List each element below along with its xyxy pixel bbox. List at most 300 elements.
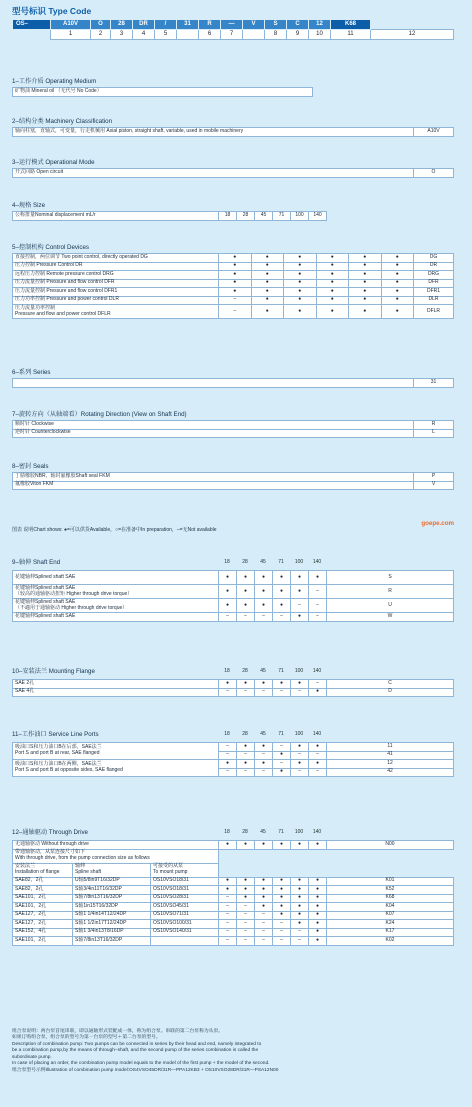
availability-mark: ● [219, 288, 252, 297]
availability-mark: – [237, 928, 255, 937]
shaft-cell: S轴1 1/4in14T12/24DP [73, 911, 151, 920]
section-shaft-end [12, 559, 454, 622]
section-rotating-direction [12, 411, 454, 438]
option-label: 压力功率控制 Pressure and power control DLR [13, 296, 219, 305]
size-header: 100 [294, 829, 304, 836]
availability-mark: ● [316, 296, 349, 305]
code-cell: S [265, 20, 287, 30]
availability-mark: ● [219, 599, 237, 613]
availability-mark: ● [255, 585, 273, 599]
table-row [13, 254, 454, 263]
availability-mark: ● [273, 599, 291, 613]
availability-mark: ● [219, 254, 252, 263]
table-row [13, 421, 454, 430]
option-code: C [327, 680, 454, 689]
availability-mark: ● [309, 903, 327, 912]
availability-mark: ● [273, 585, 291, 599]
table-row [13, 613, 454, 622]
table-row [13, 911, 454, 920]
pump-cell: OS10VSO18/31 [151, 886, 219, 895]
column-header-pump [151, 863, 219, 877]
availability-mark: ● [251, 254, 284, 263]
control-devices-table [12, 253, 454, 319]
code-cell: A10V [51, 20, 91, 30]
option-label [13, 571, 219, 585]
section-heading: 2–结构分类 Machinery Classification [12, 118, 113, 125]
availability-mark: – [255, 911, 273, 920]
label-line-cn: 花键轴伸Splined shaft SAE [15, 573, 76, 580]
availability-mark: – [273, 760, 291, 769]
availability-mark: – [219, 911, 237, 920]
availability-mark: – [255, 928, 273, 937]
availability-mark: ● [291, 613, 309, 622]
code-cell: 12 [309, 20, 331, 30]
size-header: 71 [278, 668, 284, 675]
table-row [13, 288, 454, 297]
availability-mark: ● [309, 688, 327, 697]
option-label: 无通轴驱动 Without through drive [13, 841, 219, 850]
flange-cell: SAE82，2孔 [13, 877, 73, 886]
availability-mark: ● [219, 680, 237, 689]
section-heading: 10–安装法兰 Mounting Flange [12, 668, 95, 676]
availability-mark: – [219, 751, 237, 760]
availability-mark: ● [237, 760, 255, 769]
availability-mark: ● [255, 599, 273, 613]
pump-cell: OS10VSO100/31 [151, 920, 219, 929]
code-cell: / [155, 20, 177, 30]
availability-mark: ● [309, 743, 327, 752]
availability-mark: – [255, 688, 273, 697]
shaft-cell: S轴7/8in13T16/32DP [73, 937, 151, 946]
note-line: In case of placing an order, the combination pump model equals to the model of the first pump + the model of the second. [12, 1061, 270, 1067]
pump-cell [151, 937, 219, 946]
shaft-cell: S轴7/8in13T16/32DP [73, 894, 151, 903]
size-header: 28 [242, 668, 248, 675]
table-row [13, 473, 454, 482]
availability-mark: – [219, 305, 252, 319]
size-header: 28 [242, 829, 248, 836]
shaft-cell: S轴1in15T16/32DP [73, 903, 151, 912]
availability-mark: ● [237, 599, 255, 613]
col-cn: 轴伸 [75, 863, 86, 870]
availability-mark: – [309, 599, 327, 613]
availability-mark: ● [309, 937, 327, 946]
option-code: 12 [327, 760, 454, 769]
availability-mark: ● [316, 271, 349, 280]
position-cell: 7 [221, 30, 243, 40]
availability-mark: – [255, 920, 273, 929]
type-code-table [12, 19, 454, 40]
availability-mark: ● [273, 894, 291, 903]
code-cell: V [243, 20, 265, 30]
code-cell: C [287, 20, 309, 30]
option-code: DR [414, 262, 454, 271]
availability-mark: ● [291, 903, 309, 912]
col-en: Spline shaft [75, 869, 102, 875]
flange-cell: SAE127，2孔 [13, 920, 73, 929]
availability-mark: ● [255, 841, 273, 850]
availability-mark: ● [219, 571, 237, 585]
section-operating-medium [12, 78, 454, 97]
availability-mark: – [291, 768, 309, 777]
table-row [13, 688, 454, 697]
option-code: A10V [414, 128, 454, 137]
table-header-row [13, 863, 454, 877]
availability-mark: ● [219, 841, 237, 850]
option-label: 花键轴伸Splined shaft SAE [13, 613, 219, 622]
option-code: 42 [327, 768, 454, 777]
option-code: DFR [414, 279, 454, 288]
table-row [13, 296, 454, 305]
availability-mark: ● [309, 760, 327, 769]
table-row [13, 279, 454, 288]
position-cell: 2 [91, 30, 111, 40]
position-cell: 8 [265, 30, 287, 40]
option-code: K07 [327, 911, 454, 920]
size-header: 100 [294, 668, 304, 675]
option-code: K68 [327, 894, 454, 903]
position-cell: 9 [287, 30, 309, 40]
section-through-drive [12, 829, 454, 946]
table-row [13, 877, 454, 886]
table-row [13, 894, 454, 903]
pump-cell: OS10VSO18/31 [151, 877, 219, 886]
option-label: SAE 4孔 [13, 688, 219, 697]
option-label [13, 743, 219, 760]
availability-mark: ● [251, 271, 284, 280]
availability-mark: ● [309, 911, 327, 920]
availability-mark: ● [284, 296, 317, 305]
availability-mark: ● [381, 271, 414, 280]
section-service-line-ports [12, 731, 454, 777]
availability-mark: ● [237, 585, 255, 599]
option-label: 公称排量Nominal displacement mL/r [13, 212, 219, 221]
availability-mark: ● [309, 571, 327, 585]
availability-mark: ● [251, 296, 284, 305]
size-cell: 28 [237, 212, 255, 221]
position-cell: 12 [371, 30, 454, 40]
availability-mark: – [291, 928, 309, 937]
size-cell: 100 [291, 212, 309, 221]
section-control-devices [12, 244, 454, 319]
availability-mark: – [255, 768, 273, 777]
section-heading: 4–规格 Size [12, 202, 46, 209]
col-cn: 安装法兰 [15, 863, 36, 870]
availability-mark: – [237, 937, 255, 946]
code-row [13, 20, 454, 30]
availability-mark: ● [316, 288, 349, 297]
option-code: K01 [327, 877, 454, 886]
table-row [13, 903, 454, 912]
pump-cell: OS10VSO140/31 [151, 928, 219, 937]
availability-mark: ● [381, 262, 414, 271]
availability-mark: – [219, 903, 237, 912]
pump-cell: OS10VSO71/31 [151, 911, 219, 920]
availability-mark: ● [381, 296, 414, 305]
availability-mark: – [237, 903, 255, 912]
section-heading: 1–工作介质 Operating Medium [12, 78, 97, 85]
section-heading: 3–运行模式 Operational Mode [12, 159, 95, 166]
shaft-cell: U轴5/8in9T16/32DP [73, 877, 151, 886]
note-line: subordinate pump. [12, 1054, 52, 1060]
code-cell: K68 [331, 20, 371, 30]
size-header: 28 [242, 559, 248, 566]
table-row [13, 271, 454, 280]
size-header: 45 [260, 829, 266, 836]
option-label [13, 599, 219, 613]
label-line-en: Pressure and flow and power control DFLR [15, 310, 111, 317]
section-operational-mode [12, 159, 454, 178]
availability-mark: – [237, 911, 255, 920]
option-code: O [414, 169, 454, 178]
type-code-page [12, 6, 454, 1073]
table-row [13, 937, 454, 946]
availability-mark: ● [316, 305, 349, 319]
flange-cell: SAE101，2孔 [13, 894, 73, 903]
label-line-cn: 压力流量功率控制 [15, 304, 56, 311]
availability-mark: – [219, 296, 252, 305]
option-label: 逆时针 Counterclockwise [13, 429, 414, 438]
availability-mark: ● [255, 680, 273, 689]
availability-mark: ● [273, 911, 291, 920]
availability-mark: – [273, 928, 291, 937]
availability-mark: ● [273, 877, 291, 886]
label-line-cn: 带通轴驱动，从泵连接尺寸如下 [15, 849, 86, 856]
size-header: 71 [278, 559, 284, 566]
size-cell: 71 [273, 212, 291, 221]
option-label: 开式回路 Open circuit [13, 169, 414, 178]
availability-mark: ● [309, 894, 327, 903]
size-header: 100 [294, 731, 304, 738]
label-line-en: Port S and port B at opposite sides, SAE flanged [15, 767, 123, 773]
note-line: 组合泵型号示例Illustration of combination pump model:OS4VSO45DR/31R—PPA12KB3 + OS10VSO28DR/31R—PSA12N00 [12, 1067, 279, 1073]
availability-mark: – [273, 613, 291, 622]
size-header: 71 [278, 829, 284, 836]
table-row [13, 928, 454, 937]
availability-mark: ● [291, 571, 309, 585]
option-code: R [414, 421, 454, 430]
availability-mark: ● [237, 894, 255, 903]
section-heading: 8–密封 Seals [12, 463, 49, 470]
availability-mark: – [237, 751, 255, 760]
availability-mark: – [219, 613, 237, 622]
table-row [13, 841, 454, 850]
availability-mark: – [219, 768, 237, 777]
availability-mark: ● [291, 911, 309, 920]
code-cell: DR [133, 20, 155, 30]
option-code: 11 [327, 743, 454, 752]
availability-mark: ● [273, 751, 291, 760]
section-size [12, 202, 454, 221]
availability-mark: ● [255, 743, 273, 752]
size-header: 45 [260, 559, 266, 566]
availability-mark: – [219, 688, 237, 697]
availability-mark: ● [251, 288, 284, 297]
label-line-cn: 花键轴伸Splined shaft SAE [15, 598, 76, 605]
option-code: DLR [414, 296, 454, 305]
label-line-cn: 吸油口S和压力油口B在两侧，SAE法兰 [15, 761, 102, 768]
option-code: W [327, 613, 454, 622]
availability-mark: – [309, 613, 327, 622]
availability-mark: ● [273, 903, 291, 912]
option-code: R [327, 585, 454, 599]
availability-mark: ● [316, 254, 349, 263]
availability-mark: ● [381, 279, 414, 288]
availability-mark: ● [291, 886, 309, 895]
option-label: SAE 2孔 [13, 680, 219, 689]
table-row [13, 571, 454, 585]
table-row [13, 886, 454, 895]
availability-mark: ● [349, 254, 382, 263]
flange-cell: SAE101，2孔 [13, 937, 73, 946]
size-cell: 140 [309, 212, 327, 221]
availability-mark: – [291, 599, 309, 613]
availability-mark: ● [284, 254, 317, 263]
size-cell: 45 [255, 212, 273, 221]
table-row [13, 760, 454, 769]
section-series [12, 369, 454, 388]
size-header: 18 [224, 668, 230, 675]
option-label: 氟橡胶Viton FKM [13, 481, 414, 490]
availability-mark: ● [273, 768, 291, 777]
option-code: K04 [327, 903, 454, 912]
section-heading: 5–控制机构 Control Devices [12, 244, 90, 251]
label-line-en: （不適用于通轴驱动 Higher through drive torque） [15, 604, 128, 611]
table-row [13, 849, 454, 863]
shaft-cell: S轴3/4in11T16/32DP [73, 886, 151, 895]
page-title: 型号标识 Type Code [12, 6, 92, 16]
code-cell: O [91, 20, 111, 30]
label-line-cn: 花键轴伸Splined shaft SAE [15, 584, 76, 591]
availability-mark: – [309, 585, 327, 599]
size-header: 100 [294, 559, 304, 566]
availability-mark: – [309, 680, 327, 689]
label-line-cn: 吸油口S和压力油口B在后部，SAE法兰 [15, 744, 102, 751]
pump-cell: OS10VSO45/31 [151, 903, 219, 912]
availability-mark: ● [273, 886, 291, 895]
size-header: 140 [312, 668, 322, 675]
option-code: DFR1 [414, 288, 454, 297]
table-row [13, 920, 454, 929]
table-row [13, 262, 454, 271]
availability-mark: ● [381, 254, 414, 263]
size-header: 45 [260, 668, 266, 675]
chart-legend-note: 图表 说明Chart shows: ●=可以供货Available，○=在准备中In preparation，–=无Not available [12, 527, 217, 533]
section-heading: 12–通轴驱动 Through Drive [12, 829, 88, 837]
availability-mark: ● [219, 886, 237, 895]
availability-mark: ● [284, 279, 317, 288]
availability-mark: – [219, 920, 237, 929]
position-cell: 10 [309, 30, 331, 40]
size-header: 140 [312, 829, 322, 836]
availability-mark: ● [237, 877, 255, 886]
option-code: P [414, 473, 454, 482]
option-code: DG [414, 254, 454, 263]
availability-mark: ● [284, 305, 317, 319]
position-cell: 3 [111, 30, 133, 40]
note-line: be a combination pump,by the means of through–shaft, and the second pump of the series combination is called the [12, 1048, 259, 1054]
column-header-shaft [73, 863, 151, 877]
availability-mark: – [237, 613, 255, 622]
position-cell: 4 [133, 30, 155, 40]
availability-mark: – [273, 688, 291, 697]
availability-mark: ● [237, 571, 255, 585]
table-row [13, 680, 454, 689]
table-row [13, 585, 454, 599]
availability-mark: ● [291, 680, 309, 689]
section-heading: 6–系列 Series [12, 369, 51, 376]
table-row [13, 429, 454, 438]
code-cell: R [199, 20, 221, 30]
availability-mark: – [237, 688, 255, 697]
availability-mark: ● [309, 886, 327, 895]
size-header: 18 [224, 731, 230, 738]
availability-mark: – [237, 768, 255, 777]
option-code: S [327, 571, 454, 585]
option-code: DRG [414, 271, 454, 280]
availability-mark: ● [349, 271, 382, 280]
availability-mark: ● [219, 262, 252, 271]
availability-mark: – [237, 920, 255, 929]
size-header: 18 [224, 559, 230, 566]
option-code: U [327, 599, 454, 613]
size-header: 140 [312, 559, 322, 566]
option-label: 压力流量控制 Pressure and flow control DFR1 [13, 288, 219, 297]
table-row [13, 599, 454, 613]
availability-mark: – [309, 768, 327, 777]
column-header-flange [13, 863, 73, 877]
availability-mark: ● [381, 305, 414, 319]
option-code: K02 [327, 937, 454, 946]
availability-mark: ● [381, 288, 414, 297]
availability-mark: ● [255, 903, 273, 912]
availability-mark: ● [349, 279, 382, 288]
availability-mark: ● [251, 262, 284, 271]
availability-mark: – [219, 937, 237, 946]
availability-mark: ● [349, 262, 382, 271]
option-code: V [414, 481, 454, 490]
option-label [13, 849, 219, 863]
availability-mark: ● [219, 760, 237, 769]
col-en: To mount pump [153, 869, 188, 875]
position-cell: 6 [199, 30, 221, 40]
size-header: 140 [312, 731, 322, 738]
col-en: Installation of flange [15, 869, 60, 875]
label-line-en: With through drive, from the pump connection size as follows [15, 855, 150, 861]
availability-mark: ● [219, 877, 237, 886]
option-label: 顺时针 Clockwise [13, 421, 414, 430]
availability-mark: ● [219, 271, 252, 280]
option-label: 压力控制 Pressure Control DR [13, 262, 219, 271]
table-row [13, 305, 454, 319]
label-line-en: （较高的通轴驱动扭矩 Higher through drive torque） [15, 590, 133, 597]
availability-mark: ● [255, 886, 273, 895]
option-code: N00 [327, 841, 454, 850]
option-label: 矿物油 Mineral oil （无代号 No Code） [13, 88, 313, 97]
option-label: 压力流量控制 Pressure and flow control DFR [13, 279, 219, 288]
availability-mark: – [255, 937, 273, 946]
section-machinery-classification [12, 118, 454, 137]
option-code: K17 [327, 928, 454, 937]
availability-mark: – [255, 613, 273, 622]
combination-pump-notes [12, 1029, 454, 1074]
table-row [13, 743, 454, 752]
option-label [13, 305, 219, 319]
option-code: D [327, 688, 454, 697]
availability-mark: ● [316, 279, 349, 288]
availability-mark: – [291, 751, 309, 760]
availability-mark: ● [349, 305, 382, 319]
